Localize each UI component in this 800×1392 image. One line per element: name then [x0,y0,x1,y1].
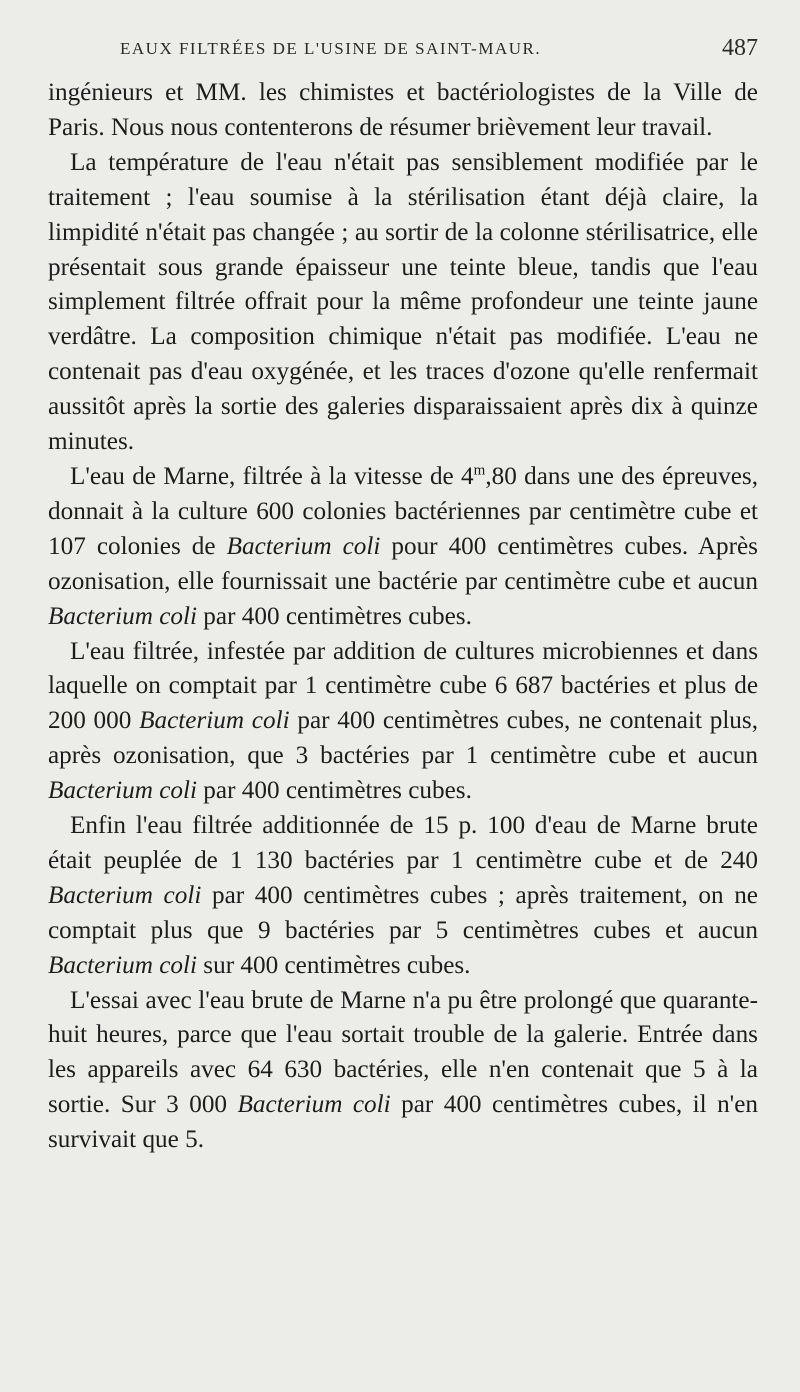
text-run: sur 400 centimètres cubes. [197,951,471,979]
text-run: par 400 centimètres cubes, ne contenait plus, après ozonisation, que 3 bactéries par 1 centimètre cube et aucun [48,707,759,770]
superscript: m [473,462,486,479]
italic-term: Bacterium coli [48,602,197,630]
page-header [48,37,758,71]
text-run: par 400 centimètres cubes. [197,602,472,630]
paragraph-5 [48,809,758,984]
text-run: L'eau filtrée, infestée par addition de cultures microbiennes et dans laquelle on comptait par 1 centimètre cube 6 687 bactéries et plus de 200 000 [48,637,758,735]
italic-term: Bacterium coli [48,881,202,909]
text-run: par 400 centimètres cubes. [197,777,472,805]
text-run: L'essai avec l'eau brute de Marne n'a pu être prolongé que quarante-huit heures, parce que l'eau sortait trouble de la galerie. Entrée dans les appareils avec 64 630 bactéries, elle n'en contenait que 5 à la sortie. Sur 3 000 [48,986,758,1119]
paragraph-2 [48,146,758,460]
italic-term: Bacterium coli [139,707,290,735]
paragraph-1 [48,76,758,146]
paragraph-3 [48,460,758,635]
italic-term: Bacterium coli [48,951,197,979]
italic-term: Bacterium coli [48,777,197,805]
page-number: 487 [722,35,758,61]
text-run: ingénieurs et MM. les chimistes et bactériologistes de la Ville de Paris. Nous nous contenterons de résumer brièvement leur travail. [48,79,758,141]
text-run: L'eau de Marne, filtrée à la vitesse de 4 [70,462,474,490]
text-run: pour 400 centimètres cubes. Après ozonisation, elle fournissait une bactérie par centimètre cube et aucun [48,532,758,595]
body-text [48,76,758,1158]
paragraph-6 [48,984,758,1159]
text-run: par 400 centimètres cubes ; après traitement, on ne comptait plus que 9 bactéries par 5 centimètres cubes et aucun [48,881,758,944]
text-run: Enfin l'eau filtrée additionnée de 15 p. 100 d'eau de Marne brute était peuplée de 1 130 bactéries par 1 centimètre cube et de 240 [48,812,758,874]
italic-term: Bacterium coli [226,532,381,560]
text-run: par 400 centimètres cubes, il n'en survivait que 5. [48,1091,758,1154]
text-run: ,80 dans une des épreuves, donnait à la culture 600 colonies bactériennes par centimètre cube et 107 colonies de [48,462,758,560]
text-run: La température de l'eau n'était pas sensiblement modifiée par le traitement ; l'eau soumise à la stérilisation étant déjà claire, la limpidité n'était pas changée ; au sortir de la colonne stérilisatrice, elle présentait sous grande épaisseur une teinte bleue, tandis que l'eau simplement filtrée offrait pour la même profondeur une teinte jaune verdâtre. La composition chimique n'était pas modifiée. L'eau ne contenait pas d'eau oxygénée, et les traces d'ozone qu'elle renfermait aussitôt après la sortie des galeries disparaissaient après dix à quinze minutes. [48,148,758,456]
italic-term: Bacterium coli [237,1091,391,1119]
paragraph-4 [48,635,758,810]
running-head: EAUX FILTRÉES DE L'USINE DE SAINT-MAUR. [120,39,542,58]
